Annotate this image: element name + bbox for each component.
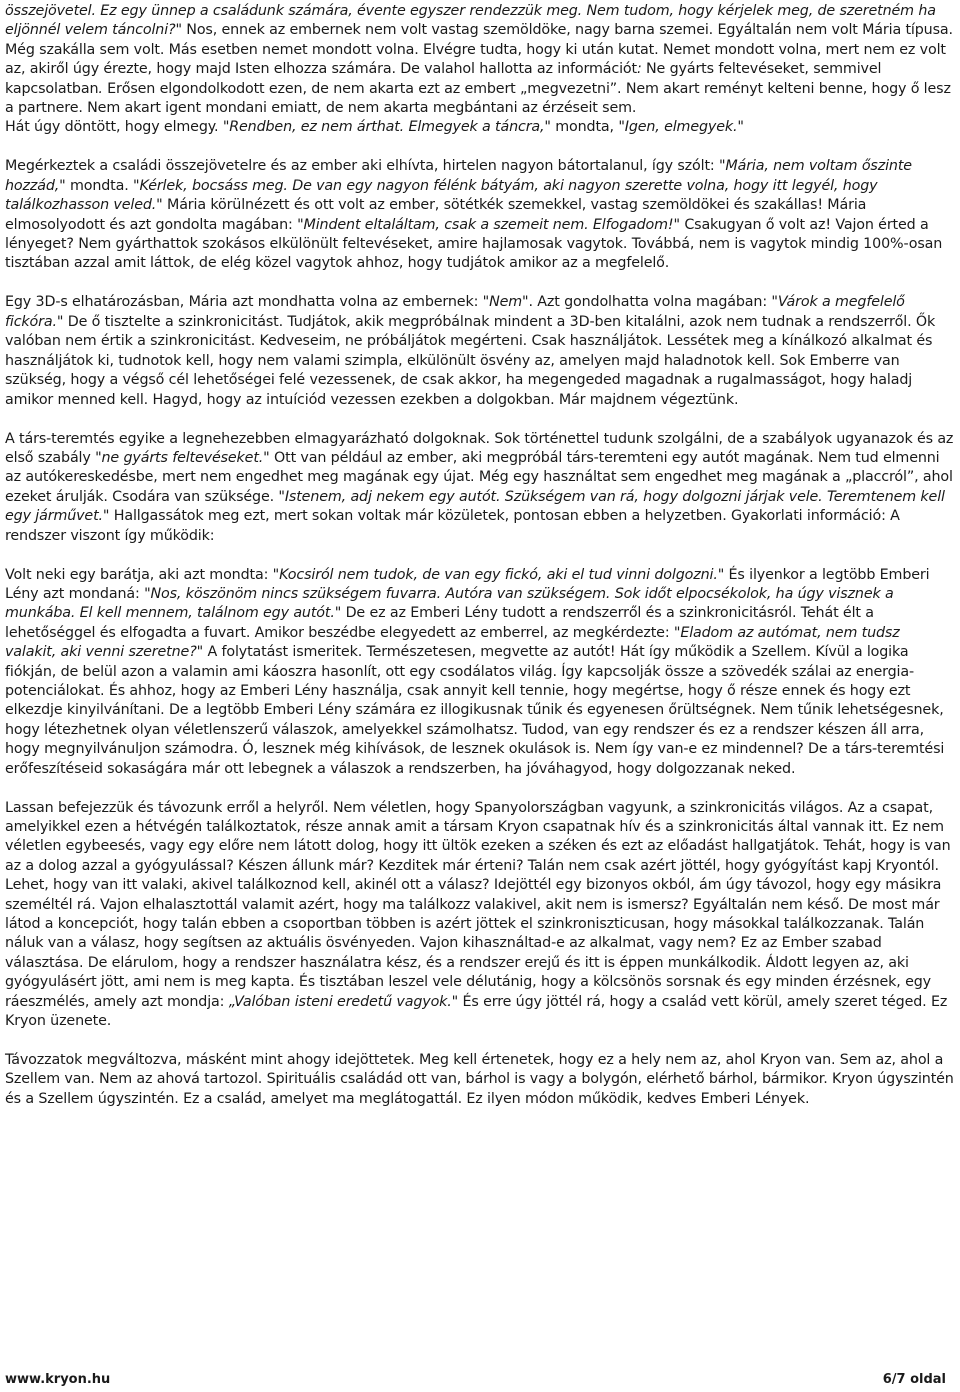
quote-text: "Mindent eltaláltam, csak a szemeit nem. Elfogadom!" xyxy=(297,216,680,233)
body-text: mondta, xyxy=(550,119,619,136)
quote-text: . xyxy=(98,80,108,97)
quote-text: "Kérlek, bocsáss meg. De van egy nagyon félénk bátyám, aki nagyon szerette volna, hogy itt legyél, hogy találkozhasson veled." xyxy=(5,177,878,214)
body-text: A társ-teremtés egyike a legnehezebben elmagyarázható dolgoknak. Sok történettel tudunk szolgálni, de a szabályok ugyanazok és az első szabály xyxy=(5,430,954,466)
body-text: . Azt gondolhatta volna magában: xyxy=(528,294,772,311)
quote-text: "Rendben, ez nem árthat. Elmegyek a táncra," xyxy=(222,119,551,136)
quote-text: „Valóban isteni eredetű vagyok." xyxy=(228,993,459,1010)
paragraph xyxy=(5,118,955,137)
page-footer xyxy=(5,1372,946,1390)
body-text: És erre úgy jöttél rá, hogy a család vett körül, amely szeret téged. Ez Kryon üzenete. xyxy=(5,993,948,1030)
body-text: De ő tisztelte a szinkronicitást. Tudjátok, akik megpróbálnak mindent a 3D-ben kitalálni, azok nem tudnak a rendszerről. Ők valóban nem értik a szinkronicitást. Kedveseim, ne próbáljátok megérteni. Csak használjátok. Lessétek meg a kínálkozó alkalmat és használjátok ki, tudnotok kell, hogy nem valami szimpla, elkülönült ösvény az, amelyen majd haladnotok kell. Sok Emberre van szükség, hogy a végső cél lehetőségei felé vezessenek, de csak akkor, ha megengeded magadnak a rugalmasságot, hogy haladj amikor menned kell. Hagyd, hogy az intuíciód vezessen ezekben a dolgokban. Már majdnem végeztünk. xyxy=(5,313,936,408)
body-text: Erősen elgondolkodott ezen, de nem akarta ezt az embert „megvezetni”. Nem akart reményt kelteni benne, hogy ő lesz a partnere. Nem akart igent mondani emiatt, de nem akarta megbántani az érzéseit sem. xyxy=(5,80,951,117)
quote-text: : xyxy=(636,61,647,78)
body-text: Nos, ennek az embernek nem volt vastag szemöldöke, nagy barna szemei. Egyáltalán nem volt Mária típusa. Még szakálla sem volt. Más esetben nemet mondott volna. Elvégre tudta, hogy ki után kutat. Nemet mondott volna, mert nem ez volt az, akiről úgy érezte, hogy majd Isten elhozza számára. De valahol hallotta az információt xyxy=(5,22,953,78)
document-body xyxy=(5,2,955,1129)
body-text: De ez az Emberi Lény tudott a rendszerről és a szinkronicitásról. Tehát élt a lehetőséggel és elfogadta a fuvart. Amikor beszédbe elegyedett az emberrel, az megkérdezte: xyxy=(5,605,874,641)
paragraph xyxy=(5,566,955,779)
quote-text: "ne gyárts feltevéseket." xyxy=(95,449,270,466)
body-text: Lassan befejezzük és távozunk erről a helyről. Nem véletlen, hogy Spanyolországban vagyunk, a szinkronicitás világos. Az a csapat, amelyikkel ezen a hétvégén találkoztatok, része annak amit a társam Kryon csapatnak hív és a szinkronicitás által vannak itt. Ez nem véletlen egybeesés, vagy egy előre nem látott dolog, hogy itt ültök ezeken a széken és ezt az előadást hallgatjátok. Tehát, hogy is van az a dolog azzal a gyógyulással? Készen állunk már? Kezditek már érteni? Talán nem csak azért jöttél, hogy gyógyítást kapj Kryontól. Lehet, hogy van itt valaki, akivel találkoznod kell, akinél ott a válasz? Idejöttél egy bizonyos okból, ám úgy távozol, hogy egy másikra személtél rá. Vajon elhalasztottál valamit azért, hogy ma találkozz valakivel, akit nem is ismersz? Egyáltalán nem késő. De most már látod a koncepciót, hogy talán ebben a csoportban többen is azért jöttek el szinkroniszticusan, hogy másokkal találkozzanak. Talán náluk van a válasz, hogy segítsen az aktuális ösvényeden. Vajon kihasználtad-e az alkalmat, vagy nem? Ez az Ember szabad választása. De elárulom, hogy a rendszer használatra kész, és a rendszer erejű és itt is éppen munkálkodik. Áldott legyen az, aki gyógyulásért jött, ami nem is meg kapta. És tisztában leszel vele délutánig, hogy a kölcsönös sorsnak és egy minden érzésnek, egy ráeszmélés, amely azt mondja: xyxy=(5,799,951,1010)
quote-text: "Kocsiról nem tudok, de van egy fickó, aki el tud vinni dolgozni." xyxy=(272,566,725,583)
body-text: És ilyenkor a legtöbb Emberi Lény azt mondaná: xyxy=(5,566,930,602)
body-text: Egy 3D-s elhatározásban, Mária azt mondhatta volna az embernek: xyxy=(5,294,483,311)
quote-text: "Igen, elmegyek." xyxy=(618,119,744,136)
body-text: mondta. xyxy=(65,177,134,194)
body-text: Hát úgy döntött, hogy elmegy. xyxy=(5,119,223,136)
quote-text: "Várok a megfelelő fickóra." xyxy=(5,294,905,330)
quote-text: "Nos, köszönöm nincs szükségem fuvarra. Autóra van szükségem. Sok időt elpocsékolok, ha úgy visznek a munkába. El kell mennem, találnom egy autót." xyxy=(5,585,894,622)
paragraph xyxy=(5,430,955,546)
quote-text: "Mária, nem voltam őszinte hozzád," xyxy=(5,158,912,194)
quote-text: "Eladom az autómat, nem tudsz valakit, aki venni szeretne?" xyxy=(5,624,900,661)
body-text: Volt neki egy barátja, aki azt mondta: xyxy=(5,566,273,583)
body-text: Mária körülnézett és ott volt az ember, sötétkék szemekkel, vastag szemöldökei és szakállas! Mária elmosolyodott és azt gondolta magában: xyxy=(5,197,867,233)
paragraph xyxy=(5,799,955,1032)
quote-text: összejövetel. Ez egy ünnep a családunk számára, évente egyszer rendezzük meg. Nem tudom, hogy kérjelek meg, de szeretném ha eljönnél velem táncolni?" xyxy=(5,3,936,39)
body-text: Ott van például az ember, aki megpróbál társ-teremteni egy autót magának. Nem tud elmenni az autókereskedésbe, mert nem engedhet meg magának egy újat. Még egy használtat sem engedhet meg magának a „placcról”, ahol ezeket árulják. Csodára van szüksége. xyxy=(5,449,953,505)
body-text: Távozzatok megváltozva, másként mint ahogy idejöttetek. Meg kell értenetek, hogy ez a hely nem az, ahol Kryon van. Sem az, ahol a Szellem van. Nem az ahová tartozol. Spirituális családád ott van, bárhol is vagy a bolygón, elérhető bárhol, bármikor. Kryon úgyszintén és a Szellem úgyszintén. Ez a család, amelyet ma meglátogattál. Ez ilyen módon működik, kedves Emberi Lények. xyxy=(5,1052,954,1107)
body-text: Csakugyan ő volt az! Vajon érted a lényeget? Nem gyárthattok szokásos elkülönült feltevéseket, amire hajlamosak vagytok. Továbbá, nem is vagytok mindig 100%-osan tisztában azzal amit láttok, de elég közel vagytok ahhoz, hogy tudjátok amikor az a megfelelő. xyxy=(5,216,943,272)
paragraph xyxy=(5,1051,955,1109)
footer-page-number: 6/7 oldal xyxy=(882,1372,946,1387)
quote-text: "Nem" xyxy=(482,294,529,311)
quote-text: "Istenem, adj nekem egy autót. Szükségem van rá, hogy dolgozni járjak vele. Teremtenem kell egy járművet." xyxy=(5,488,945,525)
body-text: Hallgassátok meg ezt, mert sokan voltak már közületek, pontosan ebben a helyzetben. Gyakorlati információ: A rendszer viszont így működik: xyxy=(5,508,900,544)
body-text: Ne gyárts feltevéseket, semmivel kapcsolatban xyxy=(5,61,882,97)
body-text: Megérkeztek a családi összejövetelre és az ember aki elhívta, hirtelen nagyon bátortalanul, így szólt: xyxy=(5,158,719,175)
footer-website: www.kryon.hu xyxy=(5,1372,111,1387)
paragraph xyxy=(5,157,955,273)
paragraph xyxy=(5,2,955,118)
body-text: A folytatást ismeritek. Természetesen, megvette az autót! Hát így működik a Szellem. Kívül a logika fiókján, de belül azon a valamin ami káoszra hasonlít, ott egy csodálatos világ. Így kapcsolják össze a szövedék szálai az energia-potenciálokat. És ahhoz, hogy az Emberi Lény használja, csak annyit kell tennie, hogy megértse, hogy ő része ennek és hogy ezt elkezdje kinyilvánítani. De a legtöbb Emberi Lény számára ez illogikusnak tűnik és egyenesen őrültségnek. Nem tűnik lehetségesnek, hogy létezhetnek olyan véletlenszerű válaszok, amelyekkel számolhatsz. Tudod, van egy rendszer és ez a rendszer készen áll arra, hogy megnyilvánuljon számodra. Ó, lesznek még kihívások, de lesznek okulások is. Nem így van-e ez mindennel? De a társ-teremtési erőfeszítéseid sokaságára már ott lebegnek a válaszok a rendszerben, ha jóváhagyod, hogy dolgozzanak neked. xyxy=(5,644,945,777)
paragraph xyxy=(5,293,955,409)
